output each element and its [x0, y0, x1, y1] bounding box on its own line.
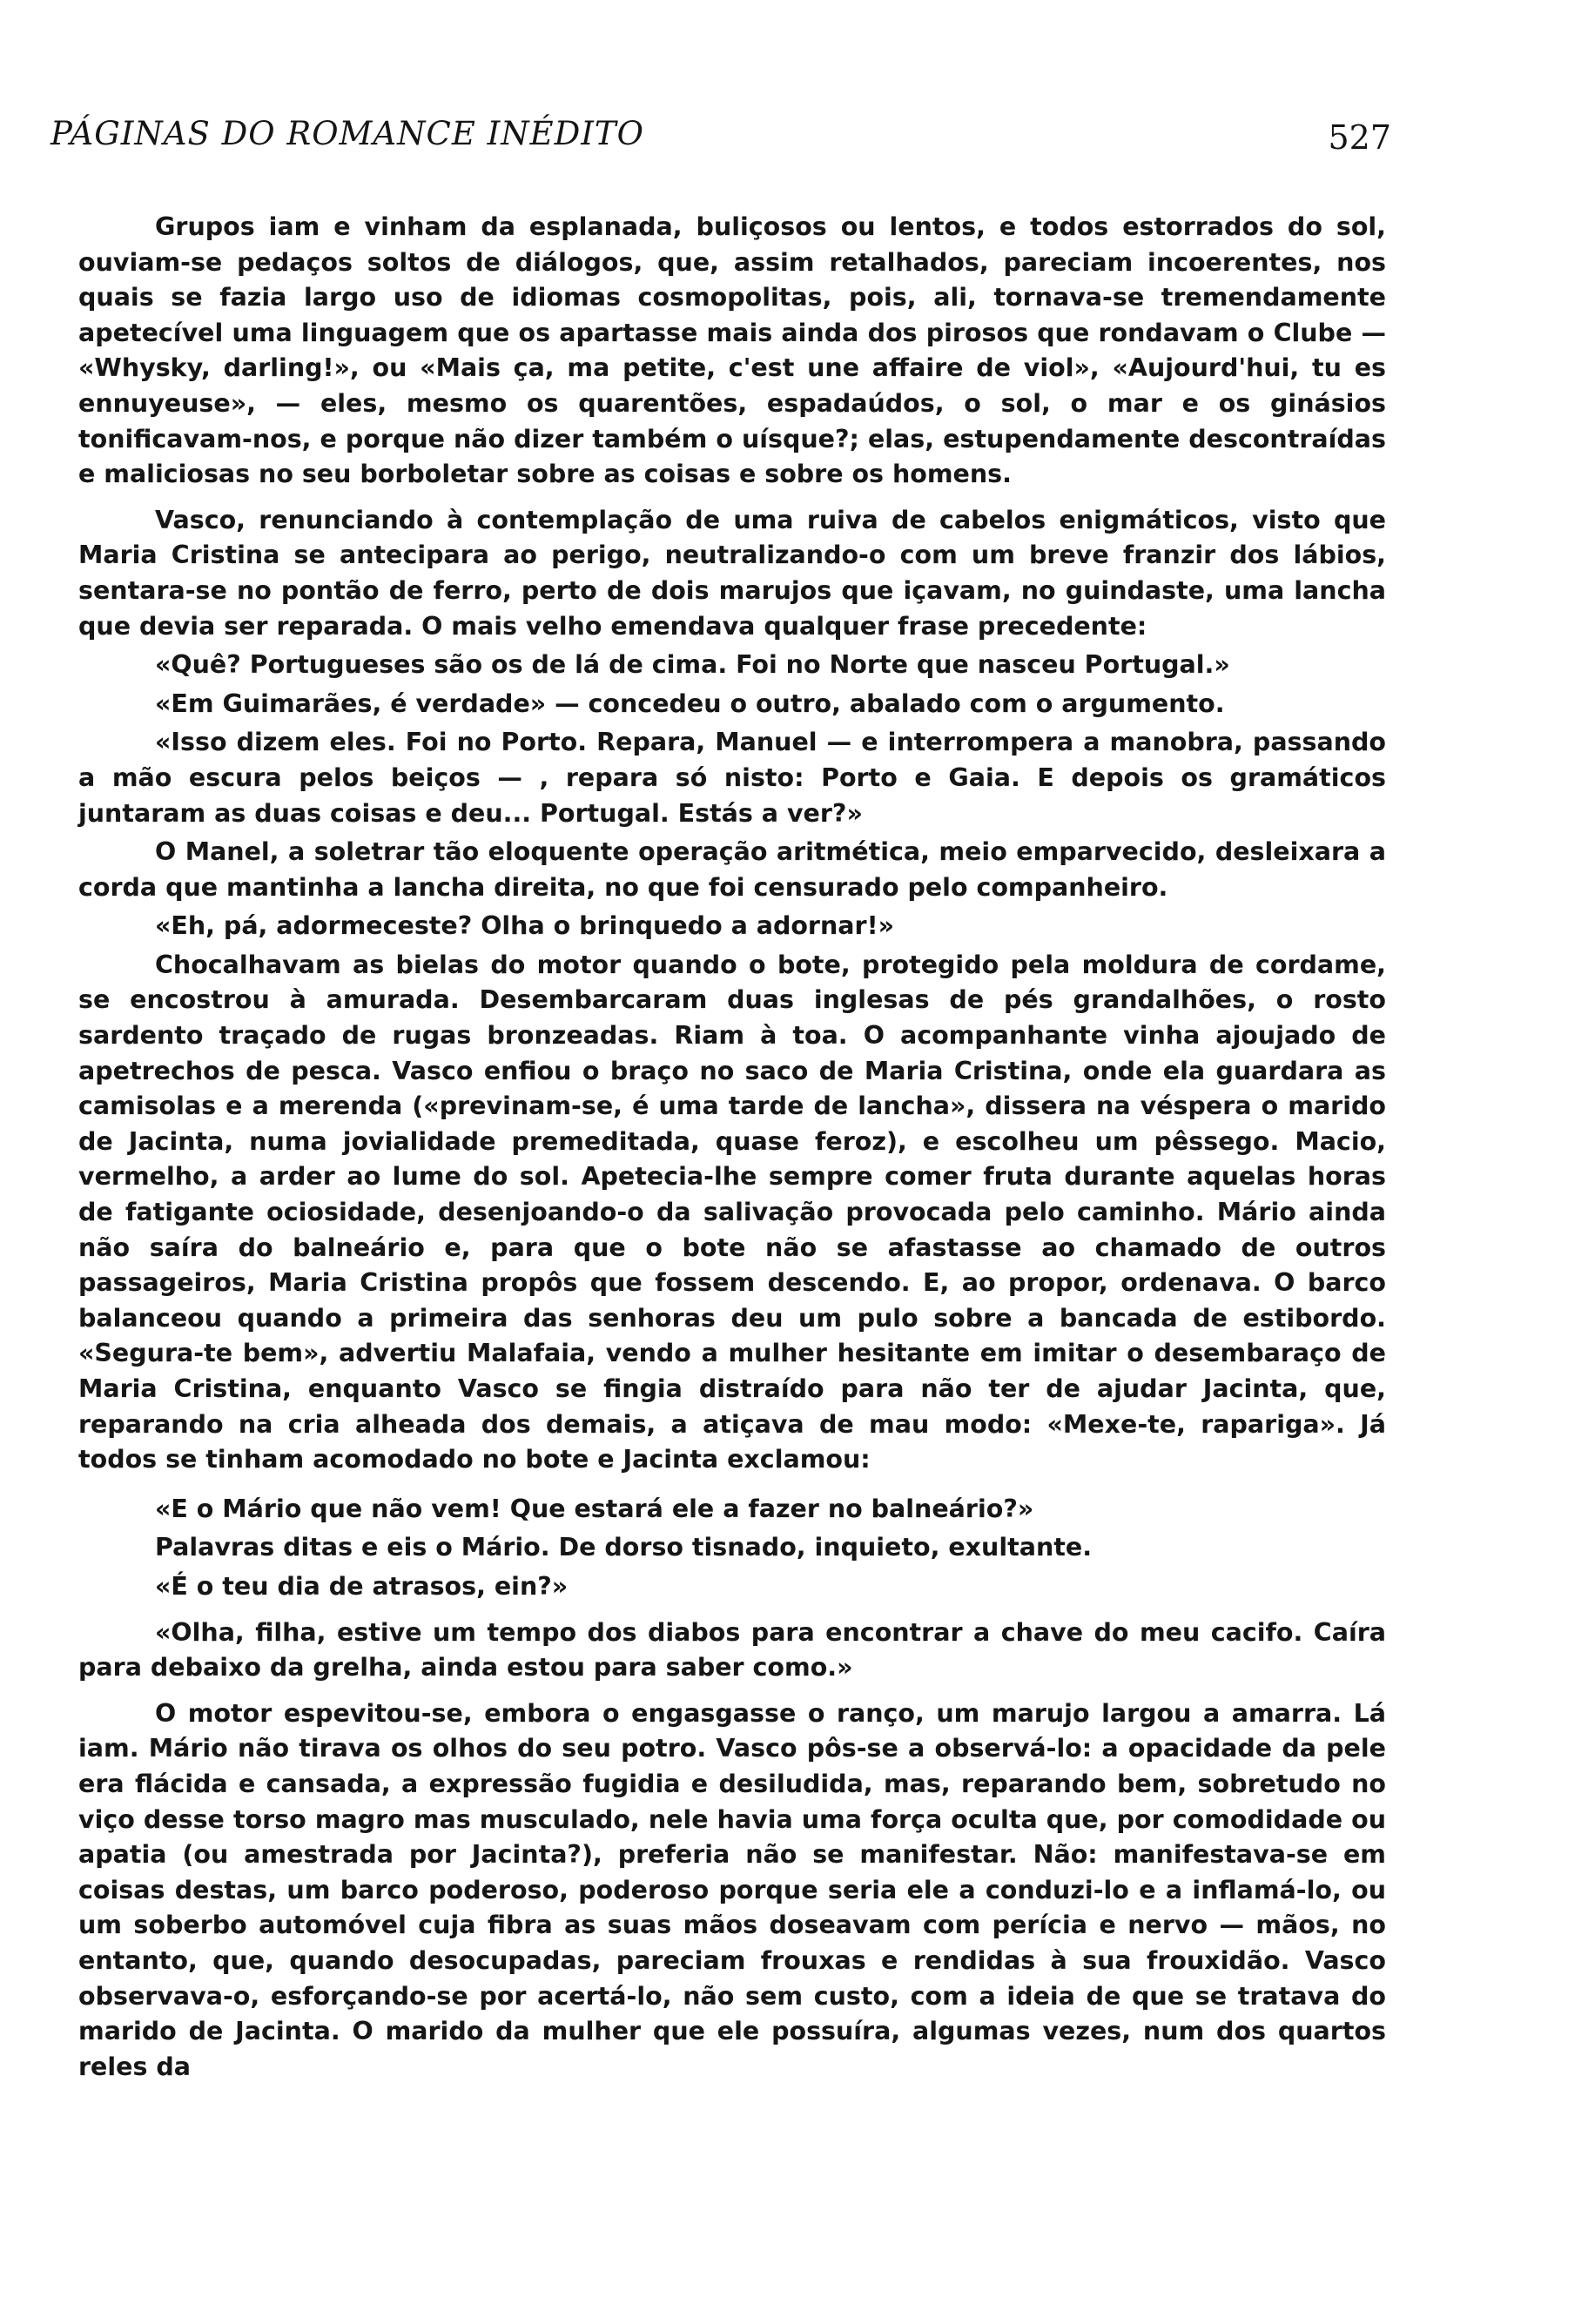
paragraph: Vasco, renunciando à contemplação de uma ruiva de cabelos enigmáticos, visto que Maria Cristina se antecipara ao perigo, neutralizando-o com um breve franzir dos lábios, sentara-se no pontão de ferro, perto de dois marujos que içavam, no guindaste, uma lancha que devia ser reparada. O mais velho emendava qualquer frase precedente: — [78, 505, 1386, 641]
paragraph: «É o teu dia de atrasos, ein?» — [155, 1571, 569, 1601]
paragraph: «E o Mário que não vem! Que estará ele a fazer no balneário?» — [155, 1494, 1034, 1523]
paragraph: «Quê? Portugueses são os de lá de cima. Foi no Norte que nasceu Portugal.» — [155, 650, 1230, 680]
page-number: 527 — [1328, 118, 1391, 157]
paragraph: Palavras ditas e eis o Mário. De dorso tisnado, inquieto, exultante. — [155, 1533, 1093, 1562]
body-text — [78, 210, 1386, 2085]
paragraph: Chocalhavam as bielas do motor quando o bote, protegido pela moldura de cordame, se encostrou à amurada. Desembarcaram duas inglesas de pés grandalhões, o rosto sardento traçado de rugas bronzeadas. Riam à toa. O acompanhante vinha ajoujado de apetrechos de pesca. Vasco enfiou o braço no saco de Maria Cristina, onde ela guardara as camisolas e a merenda («previnam-se, é uma tarde de lancha», dissera na véspera o marido de Jacinta, numa jovialidade premeditada, quase feroz), e escolheu um pêssego. Macio, vermelho, a arder ao lume do sol. Apetecia-lhe sempre comer fruta durante aquelas horas de fatigante ociosidade, desenjoando-o da salivação provocada pelo caminho. Mário ainda não saíra do balneário e, para que o bote não se afastasse ao chamado de outros passageiros, Maria Cristina propôs que fossem descendo. E, ao propor, ordenava. O barco balanceou quando a primeira das senhoras deu um pulo sobre a bancada de estibordo. «Segura-te bem», advertiu Malafaia, vendo a mulher hesitante em imitar o desembaraço de Maria Cristina, enquanto Vasco se fingia distraído para não ter de ajudar Jacinta, que, reparando na cria alheada dos demais, a atiçava de mau modo: «Mexe-te, rapariga». Já todos se tinham acomodado no bote e Jacinta exclamou: — [78, 950, 1386, 1474]
paragraph: «Em Guimarães, é verdade» — concedeu o outro, abalado com o argumento. — [155, 688, 1225, 718]
paragraph: O motor espevitou-se, embora o engasgasse o ranço, um marujo largou a amarra. Lá iam. Mário não tirava os olhos do seu potro. Vasco pôs-se a observá-lo: a opacidade da pele era flácida e cansada, a expressão fugidia e desiludida, mas, reparando bem, sobretudo no viço desse torso magro mas musculado, nele havia uma força oculta que, por comodidade ou apatia (ou amestrada por Jacinta?), preferia não se manifestar. Não: manifestava-se em coisas destas, um barco poderoso, poderoso porque seria ele a conduzi-lo e a inflamá-lo, ou um soberbo automóvel cuja fibra as suas mãos doseavam com perícia e nervo — mãos, no entanto, que, quando desocupadas, pareciam frouxas e rendidas à sua frouxidão. Vasco observava-o, esforçando-se por acertá-lo, não sem custo, com a ideia de que se tratava do marido de Jacinta. O marido da mulher que ele possuíra, algumas vezes, num dos quartos reles da — [78, 1698, 1386, 2081]
running-title: PÁGINAS DO ROMANCE INÉDITO — [50, 115, 644, 152]
paragraph: O Manel, a soletrar tão eloquente operação aritmética, meio emparvecido, desleixara a corda que mantinha a lancha direita, no que foi censurado pelo companheiro. — [78, 837, 1386, 902]
paragraph: «Olha, filha, estive um tempo dos diabos para encontrar a chave do meu cacifo. Caíra para debaixo da grelha, ainda estou para saber como.» — [78, 1617, 1386, 1683]
paragraph: «Isso dizem eles. Foi no Porto. Repara, Manuel — e interrompera a manobra, passando a mão escura pelos beiços — , repara só nisto: Porto e Gaia. E depois os gramáticos juntaram as duas coisas e deu... Portugal. Estás a ver?» — [78, 728, 1386, 828]
page-header — [50, 115, 1391, 167]
paragraph: Grupos iam e vinham da esplanada, buliçosos ou lentos, e todos estorrados do sol, ouviam-se pedaços soltos de diálogos, que, assim retalhados, pareciam incoerentes, nos quais se fazia largo uso de idiomas cosmopolitas, pois, ali, tornava-se tremendamente apetecível uma linguagem que os apartasse mais ainda dos pirosos que rondavam o Clube — «Whysky, darling!», ou «Mais ça, ma petite, c'est une affaire de viol», «Aujourd'hui, tu es ennuyeuse», — eles, mesmo os quarentões, espadaúdos, o sol, o mar e os ginásios tonificavam-nos, e porque não dizer também o uísque?; elas, estupendamente descontraídas e maliciosas no seu borboletar sobre as coisas e sobre os homens. — [78, 212, 1386, 489]
paragraph: «Eh, pá, adormeceste? Olha o brinquedo a adornar!» — [155, 911, 894, 941]
